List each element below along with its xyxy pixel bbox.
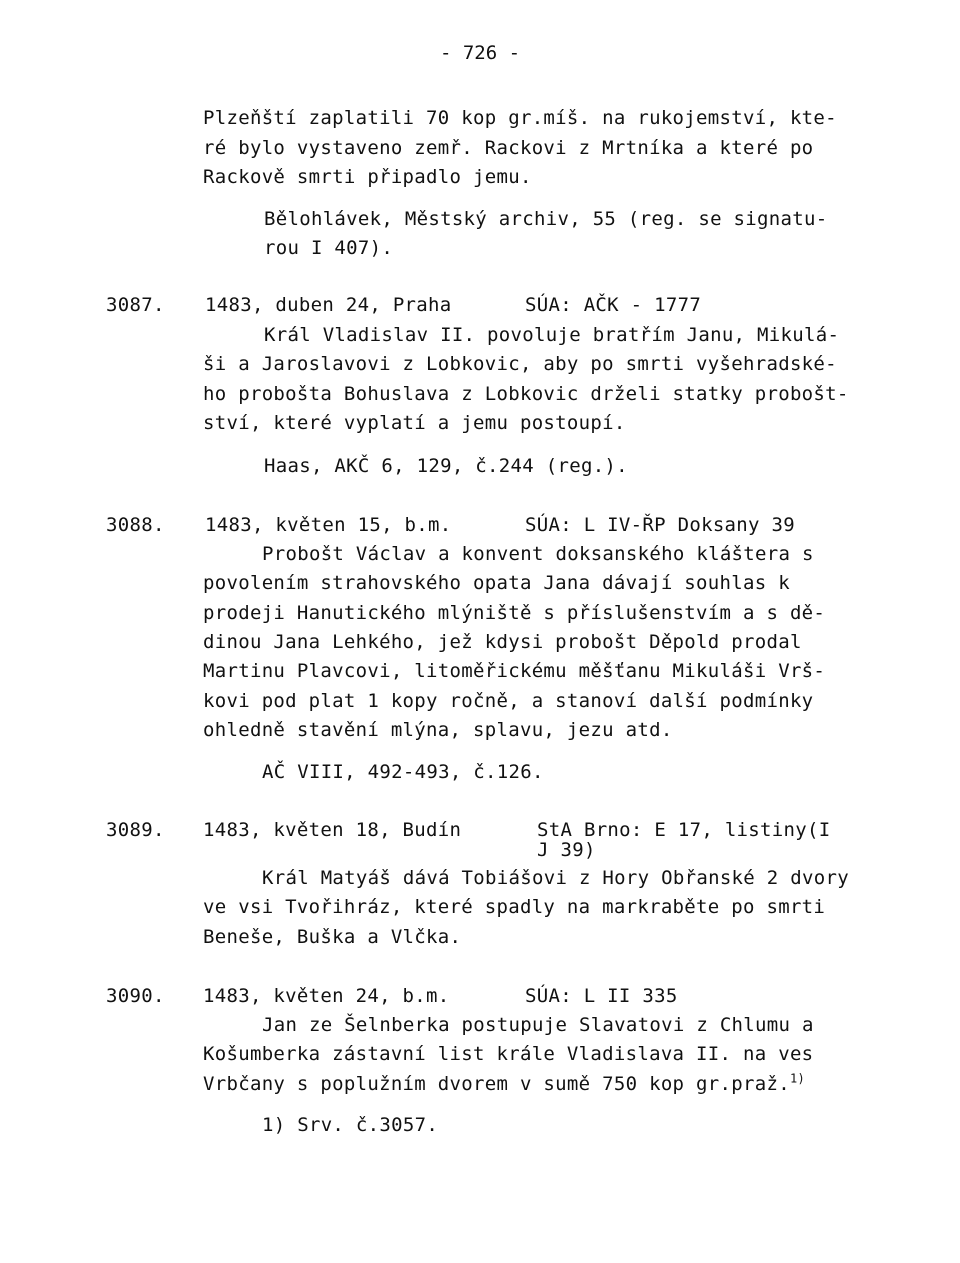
entry-archive: SÚA: L II 335 <box>525 985 678 1007</box>
entry-date: 1483, květen 24, b.m. <box>203 985 450 1007</box>
entry-text-line: prodeji Hanutického mlýniště s příslušenstvím a s dě- <box>203 602 826 624</box>
entry-text-line <box>203 1072 805 1096</box>
entry-text-line: Jan ze Šelnberka postupuje Slavatovi z Chlumu a <box>262 1014 814 1036</box>
entry-text-line: ve vsi Tvořihráz, které spadly na markraběte po smrti <box>203 896 826 918</box>
entry-text-content: Vrbčany s poplužním dvorem v sumě 750 kop gr.praž. <box>203 1073 790 1095</box>
entry-date: 1483, duben 24, Praha <box>205 294 452 316</box>
entry-text-line: povolením strahovského opata Jana dávají souhlas k <box>203 572 790 594</box>
entry-text-line: Martinu Plavcovi, litoměřickému měšťanu Mikuláši Vrš- <box>203 660 826 682</box>
entry-number: 3088. <box>106 514 165 536</box>
entry-text-line: ství, které vyplatí a jemu postoupí. <box>203 412 626 434</box>
entry-text-line: Král Matyáš dává Tobiášovi z Hory Obřanské 2 dvory <box>262 867 849 889</box>
entry-date: 1483, květen 15, b.m. <box>205 514 452 536</box>
entry-text-line: kovi pod plat 1 kopy ročně, a stanoví další podmínky <box>203 690 814 712</box>
entry-date: 1483, květen 18, Budín <box>203 819 462 841</box>
entry-text-line: Probošt Václav a konvent doksanského kláštera s <box>262 543 814 565</box>
entry-number: 3087. <box>106 294 165 316</box>
entry-text-line: Beneše, Buška a Vlčka. <box>203 926 462 948</box>
intro-line: Plzeňští zaplatili 70 kop gr.míš. na rukojemství, kte- <box>203 107 837 129</box>
entry-archive: SÚA: L IV-ŘP Doksany 39 <box>525 514 795 536</box>
entry-text-line: ši a Jaroslavovi z Lobkovic, aby po smrti vyšehradské- <box>203 353 837 375</box>
entry-number: 3090. <box>106 985 165 1007</box>
reference-line: rou I 407). <box>264 237 394 259</box>
footnote-mark: 1) <box>789 1071 806 1086</box>
entry-archive: StA Brno: E 17, listiny(I <box>537 819 831 841</box>
entry-text-line: Košumberka zástavní list krále Vladislava II. na ves <box>203 1043 814 1065</box>
page-number: - 726 - <box>439 42 521 64</box>
entry-text-line: dinou Jana Lehkého, jež kdysi probošt Děpold prodal <box>203 631 802 653</box>
entry-text-line: ohledně stavění mlýna, splavu, jezu atd. <box>203 719 673 741</box>
intro-line: ré bylo vystaveno zemř. Rackovi z Mrtníka a které po <box>203 137 814 159</box>
footnote: 1) Srv. č.3057. <box>262 1114 439 1136</box>
entry-number: 3089. <box>106 819 165 841</box>
reference-line: Bělohlávek, Městský archiv, 55 (reg. se signatu- <box>264 208 828 230</box>
intro-line: Rackově smrti připadlo jemu. <box>203 166 532 188</box>
entry-archive: SÚA: AČK - 1777 <box>525 294 702 316</box>
entry-text-line: ho proboštа Bohuslava z Lobkovic drželi statky probošt- <box>203 383 849 405</box>
entry-reference: Haas, AKČ 6, 129, č.244 (reg.). <box>264 455 628 477</box>
entry-archive-continued: J 39) <box>537 839 596 861</box>
entry-text-line: Král Vladislav II. povoluje bratřím Janu, Mikulá- <box>264 324 840 346</box>
entry-reference: AČ VIII, 492-493, č.126. <box>262 761 544 783</box>
